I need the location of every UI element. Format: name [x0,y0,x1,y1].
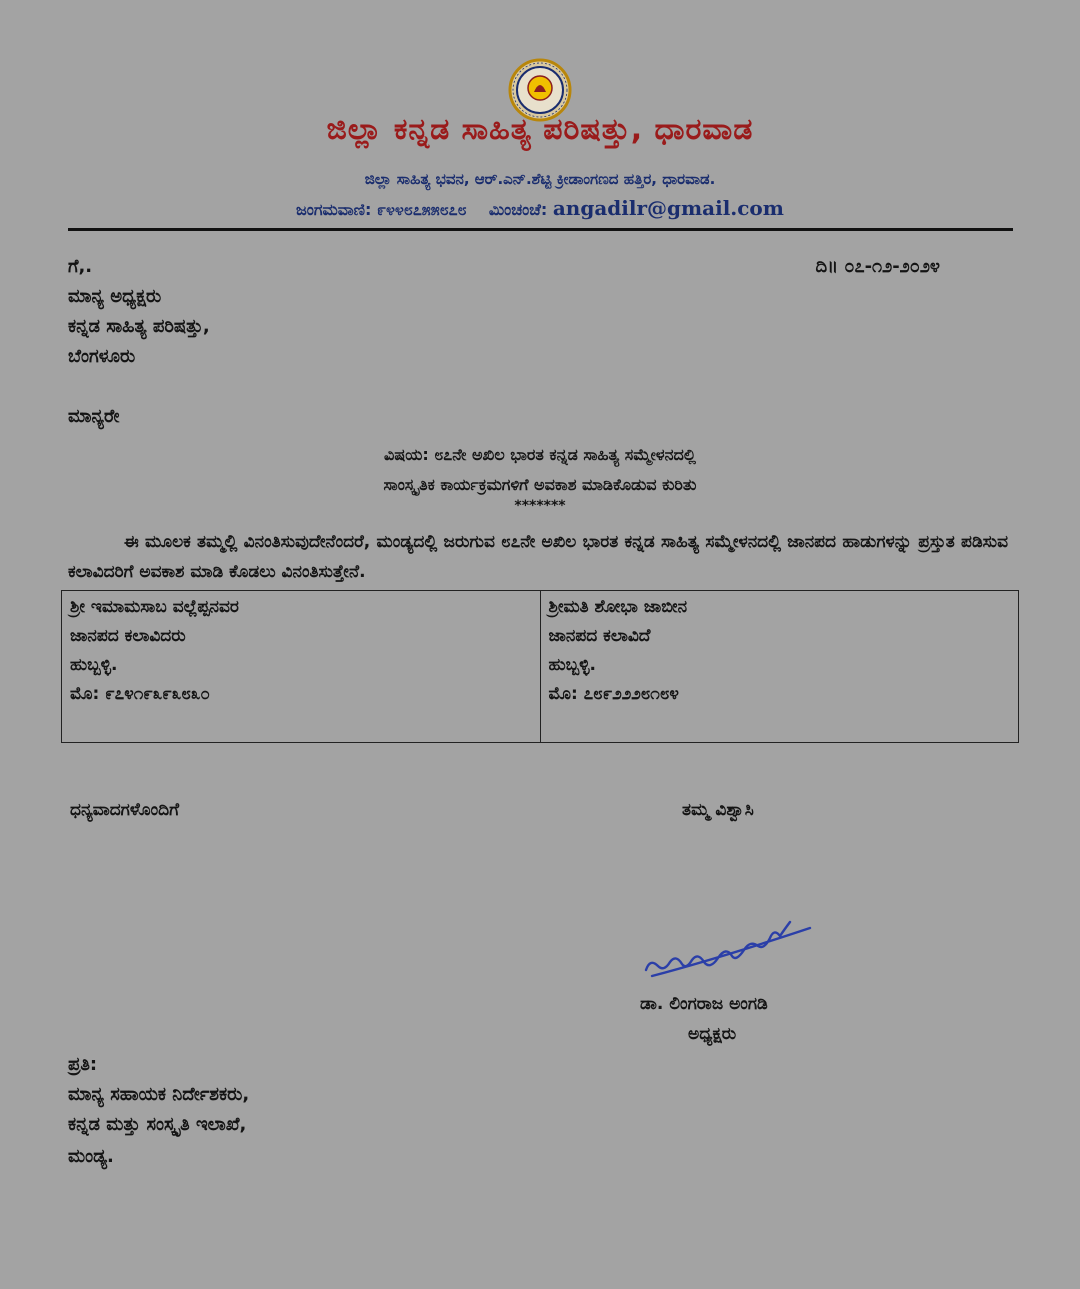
recipient-line: ಮಾನ್ಯ ಅಧ್ಯಕ್ಷರು [68,286,162,307]
cc-line: ಮಂಡ್ಯ. [68,1146,114,1167]
table-row [62,591,1019,743]
signer-name: ಡಾ. ಲಿಂಗರಾಜ ಅಂಗಡಿ [640,994,768,1014]
closing-yours: ತಮ್ಮ ವಿಶ್ವಾಸಿ [682,800,754,820]
to-label: ಗೆ,. [68,256,93,277]
subject [0,440,1080,500]
handwritten-signature [640,900,820,990]
artist-place: ಹುಬ್ಬಳ್ಳಿ. [548,655,596,675]
artist-name: ಶ್ರೀ ಇಮಾಮಸಾಬ ವಲ್ಲೆಪ್ಪನವರ [70,597,239,617]
recipient-line: ಬೆಂಗಳೂರು [68,346,136,367]
artist-cell [540,591,1019,743]
artist-name: ಶ್ರೀಮತಿ ಶೋಭಾ ಜಾಬೀನ [548,597,688,617]
email-address: angadilr@gmail.com [552,196,784,220]
artist-role: ಜಾನಪದ ಕಲಾವಿದರು [70,626,186,646]
cc-line: ಕನ್ನಡ ಮತ್ತು ಸಂಸ್ಕೃತಿ ಇಲಾಖೆ, [68,1114,247,1135]
org-address: ಜಿಲ್ಲಾ ಸಾಹಿತ್ಯ ಭವನ, ಆರ್.ಎನ್.ಶೆಟ್ಟಿ ಕ್ರೀಡಾಂಗಣದ ಹತ್ತಿರ, ಧಾರವಾಡ. [364,170,716,188]
signer-role: ಅಧ್ಯಕ್ಷರು [688,1024,737,1044]
artist-place: ಹುಬ್ಬಳ್ಳಿ. [70,655,118,675]
cc-line: ಮಾನ್ಯ ಸಹಾಯಕ ನಿರ್ದೇಶಕರು, [68,1084,250,1105]
org-contact [0,196,1080,220]
artist-phone: ಮೊ: ೯೭೪೧೯೩೯೩೮೩೦ [70,684,210,704]
phone-number: ೯೪೪೮೭೫೫೮೭೮ [376,200,467,219]
subject-line: ವಿಷಯ: ೮೭ನೇ ಅಖಿಲ ಭಾರತ ಕನ್ನಡ ಸಾಹಿತ್ಯ ಸಮ್ಮೇಳನದಲ್ಲಿ [384,445,696,464]
cc-label: ಪ್ರತಿ: [68,1054,98,1075]
artist-phone: ಮೊ: ೭೮೯೨೨೨೮೧೮೪ [548,684,679,704]
closing-thanks: ಧನ್ಯವಾದಗಳೊಂದಿಗೆ [70,800,180,820]
header-rule [68,228,1013,231]
letter-date: ದಿ॥ ೦೭-೧೨-೨೦೨೪ [815,256,940,277]
recipient-line: ಕನ್ನಡ ಸಾಹಿತ್ಯ ಪರಿಷತ್ತು, [68,316,210,337]
body-paragraph: ಈ ಮೂಲಕ ತಮ್ಮಲ್ಲಿ ವಿನಂತಿಸುವುದೇನೆಂದರೆ, ಮಂಡ್ಯದಲ್ಲಿ ಜರುಗುವ ೮೭ನೇ ಅಖಿಲ ಭಾರತ ಕನ್ನಡ ಸಾಹಿತ್ಯ ಸಮ್ಮೇಳನದಲ್ಲಿ ಜಾನಪದ ಹಾಡುಗಳನ್ನು ಪ್ರಸ್ತುತ ಪಡಿಸುವ ಕಲಾವಿದರಿಗೆ ಅವಕಾಶ ಮಾಡಿ ಕೊಡಲು ವಿನಂತಿಸುತ್ತೇನೆ. [68,532,1008,582]
salutation: ಮಾನ್ಯರೇ [68,406,120,427]
subject-line: ಸಾಂಸ್ಕೃತಿಕ ಕಾರ್ಯಕ್ರಮಗಳಿಗೆ ಅವಕಾಶ ಮಾಡಿಕೊಡುವ ಕುರಿತು [383,475,697,494]
org-name: ಜಿಲ್ಲಾ ಕನ್ನಡ ಸಾಹಿತ್ಯ ಪರಿಷತ್ತು, ಧಾರವಾಡ [326,112,754,147]
divider-stars: ******* [514,498,566,514]
email-label: ಮಿಂಚಂಚೆ: [488,200,548,219]
phone-label: ಜಂಗಮವಾಣಿ: [296,200,372,219]
artists-table [61,590,1019,743]
artist-cell [62,591,541,743]
artist-role: ಜಾನಪದ ಕಲಾವಿದೆ [548,626,651,646]
